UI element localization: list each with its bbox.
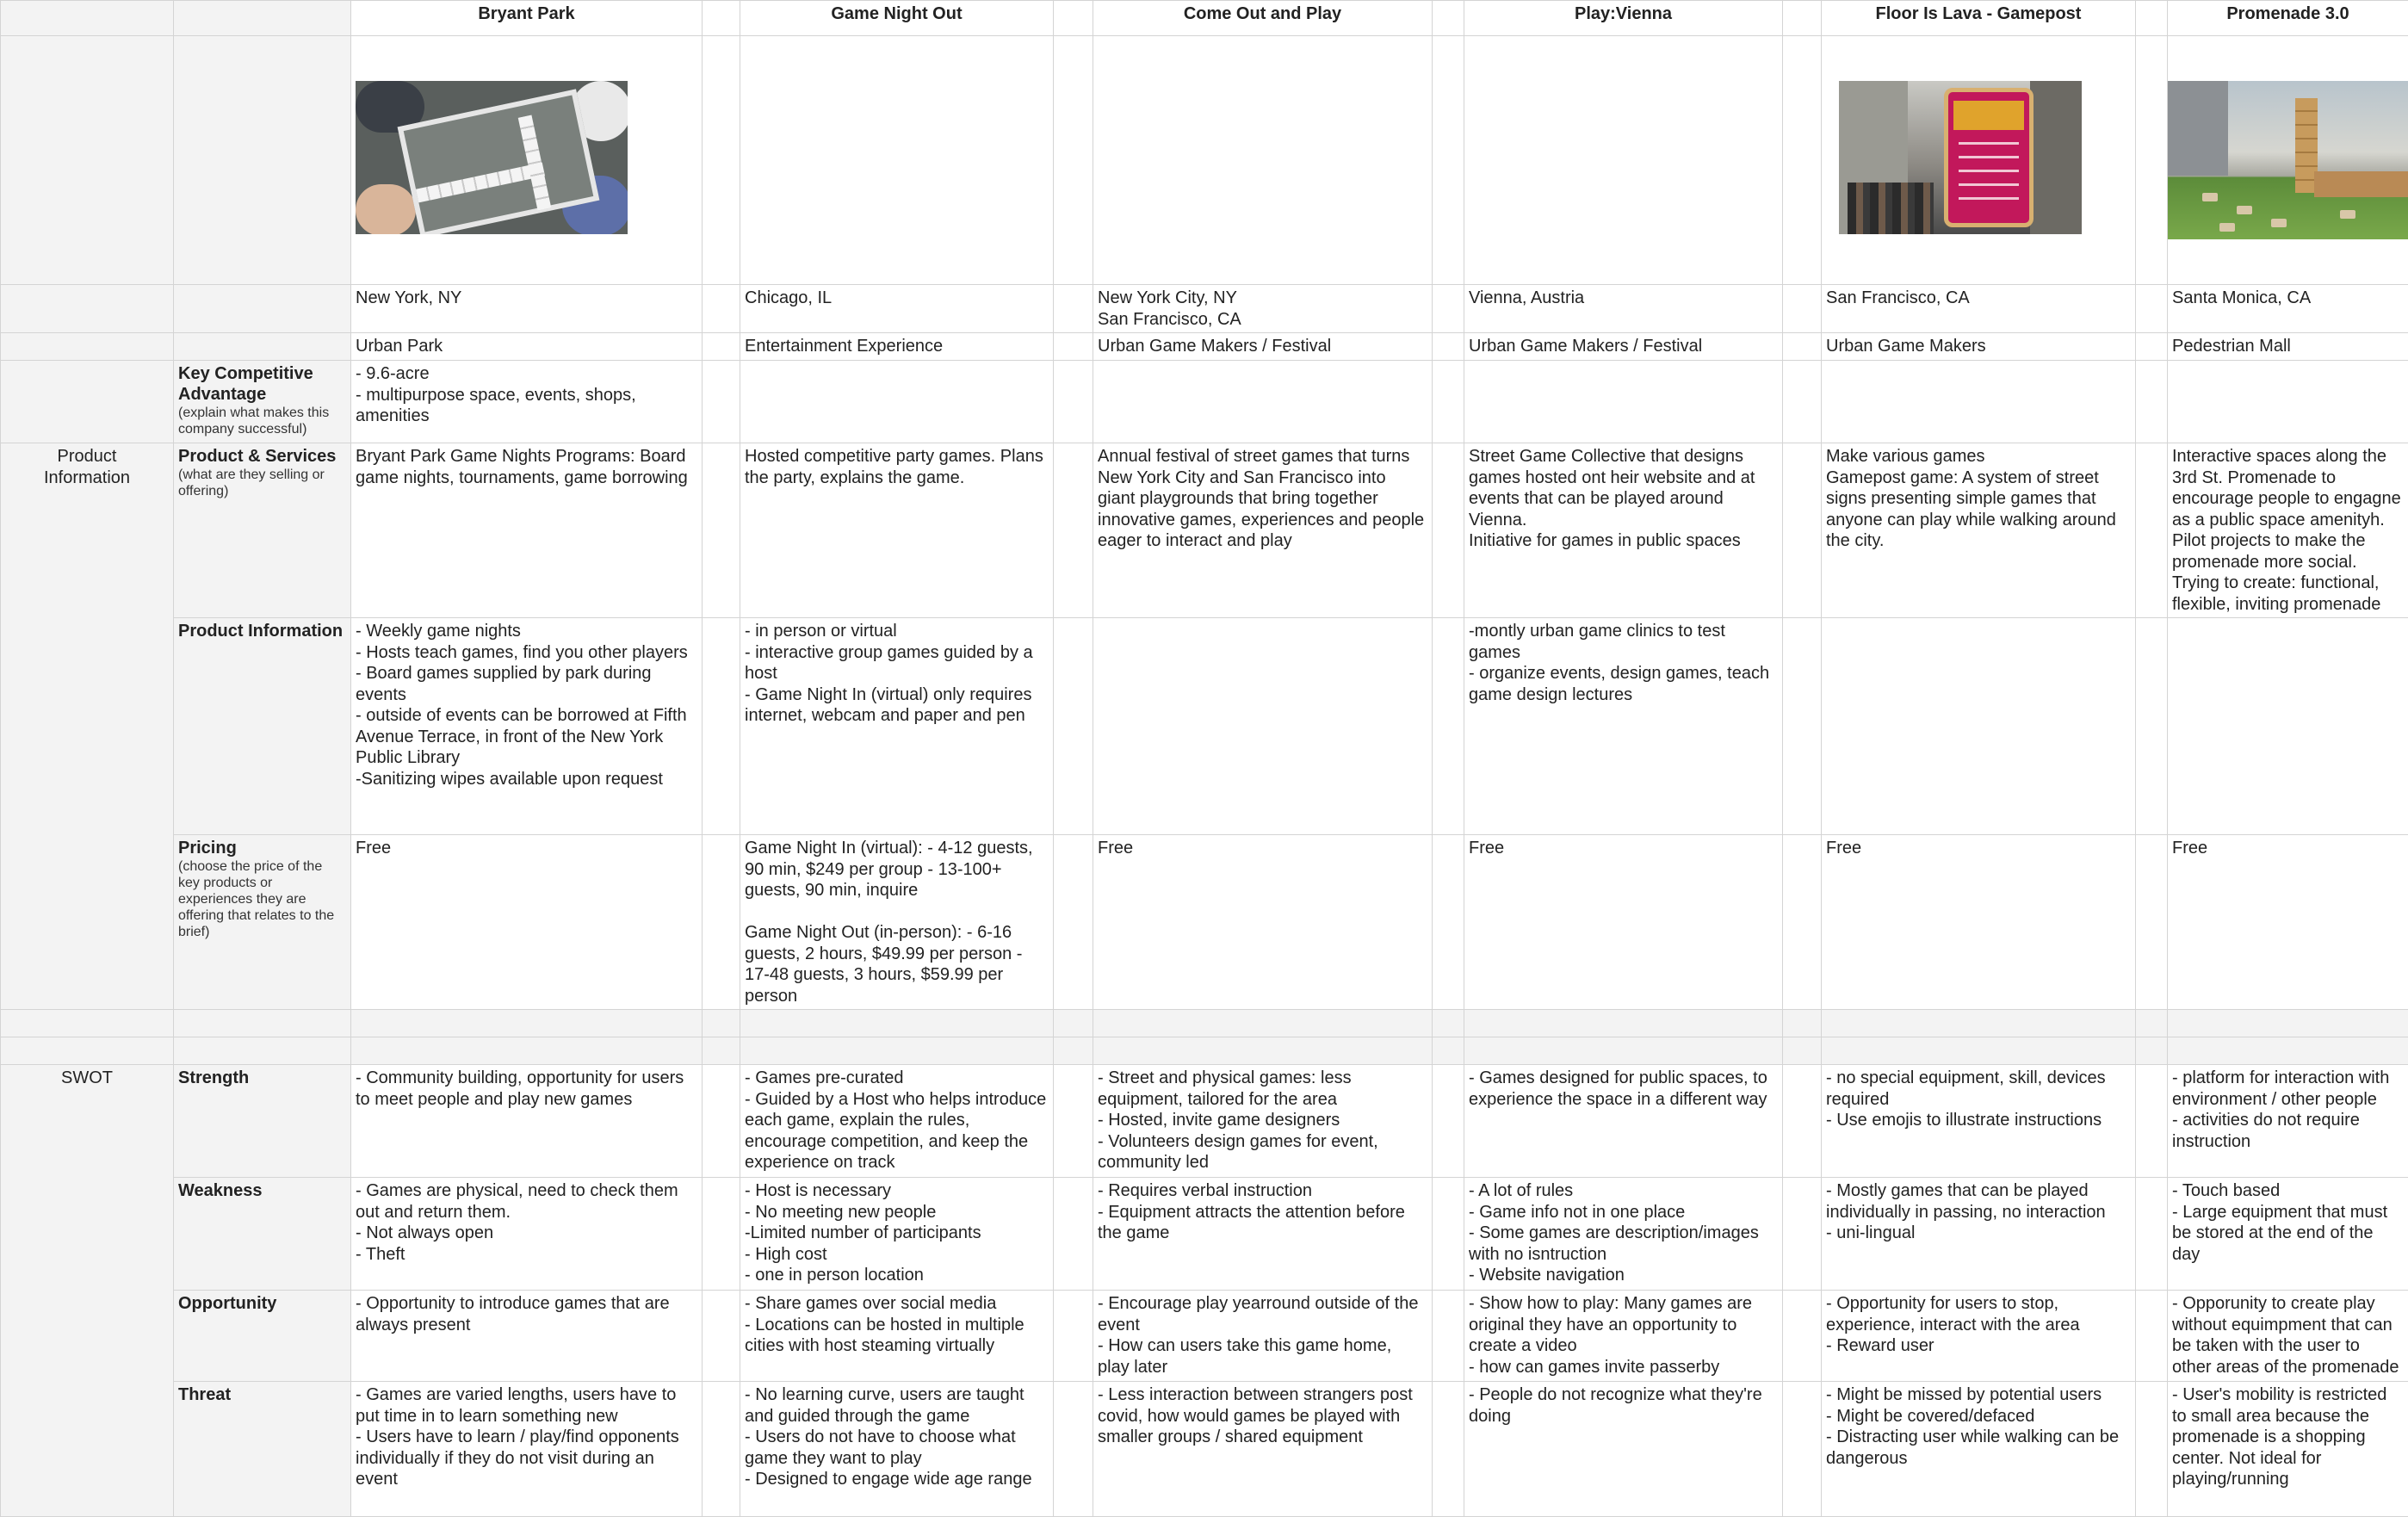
data-cell[interactable]: - Street and physical games: less equipment, tailored for the area - Hosted, invite game designers - Volunteers design games for event, community led: [1093, 1065, 1433, 1178]
column-header[interactable]: Play:Vienna: [1464, 1, 1783, 36]
category-cell[interactable]: Urban Game Makers / Festival: [1464, 333, 1783, 361]
data-cell[interactable]: - Host is necessary - No meeting new people -Limited number of participants - High cost - one in person location: [740, 1178, 1054, 1291]
location-cell[interactable]: New York, NY: [351, 285, 703, 333]
category-cell[interactable]: Urban Game Makers: [1822, 333, 2136, 361]
data-cell[interactable]: - Less interaction between strangers post covid, how would games be played with smaller groups / shared equipment: [1093, 1382, 1433, 1517]
spacer-cell[interactable]: [2136, 443, 2168, 618]
data-cell[interactable]: - Opportunity to introduce games that are always present: [351, 1291, 703, 1382]
spacer-cell[interactable]: [1054, 1, 1093, 36]
data-cell[interactable]: - 9.6-acre - multipurpose space, events, shops, amenities: [351, 361, 703, 443]
row-label-pricing[interactable]: Pricing (choose the price of the key products or experiences they are offering that relates to the brief): [174, 835, 351, 1010]
blank-cell[interactable]: [1464, 1037, 1783, 1065]
data-cell[interactable]: - Opporunity to create play without equimpment that can be taken with the user to other areas of the promenade: [2168, 1291, 2408, 1382]
category-cell[interactable]: Pedestrian Mall: [2168, 333, 2408, 361]
blank-cell[interactable]: [1093, 1010, 1433, 1037]
data-cell[interactable]: - Opportunity for users to stop, experience, interact with the area - Reward user: [1822, 1291, 2136, 1382]
blank-cell[interactable]: [2168, 1010, 2408, 1037]
blank-cell[interactable]: [1822, 1010, 2136, 1037]
data-cell[interactable]: - Weekly game nights - Hosts teach games, find you other players - Board games supplied by park during events - outside of events can be borrowed at Fifth Avenue Terrace, in front of the New York Public Library -Sanitizing wipes available upon request: [351, 618, 703, 835]
data-cell[interactable]: [740, 361, 1054, 443]
data-cell[interactable]: - Might be missed by potential users - Might be covered/defaced - Distracting user while walking can be dangerous: [1822, 1382, 2136, 1517]
blank-cell[interactable]: [1, 1037, 174, 1065]
spacer-cell[interactable]: [1054, 443, 1093, 618]
data-cell[interactable]: [1093, 361, 1433, 443]
spacer-cell[interactable]: [703, 36, 740, 285]
spacer-cell[interactable]: [1054, 285, 1093, 333]
spacer-cell[interactable]: [1433, 1065, 1464, 1178]
spacer-cell[interactable]: [703, 285, 740, 333]
blank-cell[interactable]: [1054, 1037, 1093, 1065]
blank-cell[interactable]: [1054, 1010, 1093, 1037]
blank-cell[interactable]: [174, 1010, 351, 1037]
label-cell[interactable]: [1, 333, 174, 361]
spacer-cell[interactable]: [1783, 1065, 1822, 1178]
label-cell[interactable]: [1, 285, 174, 333]
spacer-cell[interactable]: [1783, 1382, 1822, 1517]
spacer-cell[interactable]: [2136, 618, 2168, 835]
corner-cell[interactable]: [1, 1, 174, 36]
row-label-product-services[interactable]: Product & Services (what are they selling or offering): [174, 443, 351, 618]
spacer-cell[interactable]: [1783, 443, 1822, 618]
column-header[interactable]: Floor Is Lava - Gamepost: [1822, 1, 2136, 36]
location-cell[interactable]: Chicago, IL: [740, 285, 1054, 333]
spacer-cell[interactable]: [703, 333, 740, 361]
data-cell[interactable]: - platform for interaction with environment / other people - activities do not require instruction: [2168, 1065, 2408, 1178]
blank-cell[interactable]: [351, 1037, 703, 1065]
spacer-cell[interactable]: [703, 1291, 740, 1382]
column-header[interactable]: Come Out and Play: [1093, 1, 1433, 36]
spacer-cell[interactable]: [1054, 1291, 1093, 1382]
data-cell[interactable]: [1093, 618, 1433, 835]
image-cell[interactable]: [2168, 36, 2408, 285]
spacer-cell[interactable]: [2136, 1178, 2168, 1291]
location-cell[interactable]: Vienna, Austria: [1464, 285, 1783, 333]
spacer-cell[interactable]: [1783, 1, 1822, 36]
spacer-cell[interactable]: [1783, 36, 1822, 285]
data-cell[interactable]: - Show how to play: Many games are original they have an opportunity to create a video - how can games invite passerby: [1464, 1291, 1783, 1382]
data-cell[interactable]: Bryant Park Game Nights Programs: Board game nights, tournaments, game borrowing: [351, 443, 703, 618]
label-cell[interactable]: [1, 36, 174, 285]
spacer-cell[interactable]: [1783, 1178, 1822, 1291]
data-cell[interactable]: Free: [1093, 835, 1433, 1010]
data-cell[interactable]: - Touch based - Large equipment that must be stored at the end of the day: [2168, 1178, 2408, 1291]
promenade-photo-icon: [2168, 81, 2408, 239]
spacer-cell[interactable]: [1433, 1, 1464, 36]
data-cell[interactable]: - No learning curve, users are taught and guided through the game - Users do not have to choose what game they want to play - Designed to engage wide age range: [740, 1382, 1054, 1517]
spacer-cell[interactable]: [1054, 333, 1093, 361]
image-cell[interactable]: [1464, 36, 1783, 285]
spacer-cell[interactable]: [2136, 835, 2168, 1010]
blank-cell[interactable]: [1783, 1037, 1822, 1065]
column-header[interactable]: Promenade 3.0: [2168, 1, 2408, 36]
spacer-cell[interactable]: [1054, 36, 1093, 285]
data-cell[interactable]: -montly urban game clinics to test games - organize events, design games, teach game design lectures: [1464, 618, 1783, 835]
spacer-cell[interactable]: [1433, 36, 1464, 285]
data-cell[interactable]: - People do not recognize what they're doing: [1464, 1382, 1783, 1517]
data-cell[interactable]: Hosted competitive party games. Plans the party, explains the game.: [740, 443, 1054, 618]
data-cell[interactable]: - A lot of rules - Game info not in one place - Some games are description/images with no isntruction - Website navigation: [1464, 1178, 1783, 1291]
spacer-cell[interactable]: [2136, 1382, 2168, 1517]
spacer-cell[interactable]: [1433, 285, 1464, 333]
row-label-threat[interactable]: Threat: [174, 1382, 351, 1517]
data-cell[interactable]: [1822, 618, 2136, 835]
row-label-weakness[interactable]: Weakness: [174, 1178, 351, 1291]
label-cell[interactable]: [174, 333, 351, 361]
spacer-cell[interactable]: [1783, 1291, 1822, 1382]
data-cell[interactable]: - Games designed for public spaces, to experience the space in a different way: [1464, 1065, 1783, 1178]
blank-cell[interactable]: [2136, 1010, 2168, 1037]
label-cell[interactable]: [1, 361, 174, 443]
spacer-cell[interactable]: [2136, 36, 2168, 285]
data-cell[interactable]: [2168, 618, 2408, 835]
category-cell[interactable]: Urban Game Makers / Festival: [1093, 333, 1433, 361]
image-cell[interactable]: [351, 36, 703, 285]
section-label-swot[interactable]: SWOT: [1, 1065, 174, 1517]
blank-cell[interactable]: [1433, 1037, 1464, 1065]
spacer-cell[interactable]: [1054, 361, 1093, 443]
spacer-cell[interactable]: [2136, 1065, 2168, 1178]
spacer-cell[interactable]: [2136, 1, 2168, 36]
row-label-opportunity[interactable]: Opportunity: [174, 1291, 351, 1382]
blank-cell[interactable]: [740, 1010, 1054, 1037]
image-cell[interactable]: [1093, 36, 1433, 285]
spacer-cell[interactable]: [1054, 835, 1093, 1010]
spacer-cell[interactable]: [703, 618, 740, 835]
spacer-cell[interactable]: [1054, 1178, 1093, 1291]
spacer-cell[interactable]: [1054, 1065, 1093, 1178]
street-sign-photo-icon: [1839, 81, 2082, 234]
blank-cell[interactable]: [703, 1010, 740, 1037]
spacer-cell[interactable]: [703, 361, 740, 443]
spacer-cell[interactable]: [2136, 285, 2168, 333]
blank-cell[interactable]: [174, 1037, 351, 1065]
spacer-cell[interactable]: [703, 1178, 740, 1291]
category-cell[interactable]: Entertainment Experience: [740, 333, 1054, 361]
data-cell[interactable]: Annual festival of street games that turns New York City and San Francisco into giant playgrounds that bring together innovative games, experiences and people eager to interact and play: [1093, 443, 1433, 618]
blank-cell[interactable]: [1433, 1010, 1464, 1037]
label-cell[interactable]: [174, 36, 351, 285]
column-header[interactable]: Bryant Park: [351, 1, 703, 36]
spacer-cell[interactable]: [1433, 361, 1464, 443]
spacer-cell[interactable]: [1783, 835, 1822, 1010]
data-cell[interactable]: [1464, 361, 1783, 443]
corner-cell[interactable]: [174, 1, 351, 36]
spacer-cell[interactable]: [703, 1, 740, 36]
data-cell[interactable]: Street Game Collective that designs games hosted ont heir website and at events that can be played around Vienna. Initiative for games in public spaces: [1464, 443, 1783, 618]
data-cell[interactable]: - User's mobility is restricted to small area because the promenade is a shopping center. Not ideal for playing/running: [2168, 1382, 2408, 1517]
data-cell[interactable]: Free: [1822, 835, 2136, 1010]
spacer-cell[interactable]: [1783, 333, 1822, 361]
data-cell[interactable]: - Games pre-curated - Guided by a Host who helps introduce each game, explain the rules, encourage competition, and keep the experience on track: [740, 1065, 1054, 1178]
row-label-product-information[interactable]: Product Information: [174, 618, 351, 835]
image-cell[interactable]: [740, 36, 1054, 285]
data-cell[interactable]: - no special equipment, skill, devices required - Use emojis to illustrate instructions: [1822, 1065, 2136, 1178]
section-label-product-information[interactable]: Product Information: [1, 443, 174, 1010]
spacer-cell[interactable]: [2136, 1291, 2168, 1382]
row-label-key-competitive-advantage[interactable]: Key Competitive Advantage (explain what makes this company successful): [174, 361, 351, 443]
spacer-cell[interactable]: [1433, 1291, 1464, 1382]
mahjong-table-photo-icon: [356, 81, 628, 234]
data-cell[interactable]: - Games are physical, need to check them out and return them. - Not always open - Theft: [351, 1178, 703, 1291]
spacer-cell[interactable]: [1054, 1382, 1093, 1517]
spacer-cell[interactable]: [1783, 361, 1822, 443]
blank-cell[interactable]: [1822, 1037, 2136, 1065]
spacer-cell[interactable]: [1054, 618, 1093, 835]
blank-cell[interactable]: [2136, 1037, 2168, 1065]
blank-cell[interactable]: [1093, 1037, 1433, 1065]
data-cell[interactable]: Make various games Gamepost game: A system of street signs presenting simple games that anyone can play while walking around the city.: [1822, 443, 2136, 618]
spacer-cell[interactable]: [1433, 1178, 1464, 1291]
image-cell[interactable]: [1822, 36, 2136, 285]
spacer-cell[interactable]: [1783, 285, 1822, 333]
spacer-cell[interactable]: [703, 443, 740, 618]
blank-cell[interactable]: [1783, 1010, 1822, 1037]
blank-cell[interactable]: [703, 1037, 740, 1065]
spacer-cell[interactable]: [1433, 443, 1464, 618]
row-label-strength[interactable]: Strength: [174, 1065, 351, 1178]
spacer-cell[interactable]: [703, 1382, 740, 1517]
spacer-cell[interactable]: [703, 1065, 740, 1178]
data-cell[interactable]: - in person or virtual - interactive group games guided by a host - Game Night In (virtual) only requires internet, webcam and paper and pen: [740, 618, 1054, 835]
spacer-cell[interactable]: [2136, 361, 2168, 443]
category-cell[interactable]: Urban Park: [351, 333, 703, 361]
spacer-cell[interactable]: [1433, 618, 1464, 835]
location-cell[interactable]: San Francisco, CA: [1822, 285, 2136, 333]
data-cell[interactable]: Free: [1464, 835, 1783, 1010]
column-header[interactable]: Game Night Out: [740, 1, 1054, 36]
data-cell[interactable]: Interactive spaces along the 3rd St. Promenade to encourage people to engagne as a public space amenityh. Pilot projects to make the promenade more social. Trying to create: functional, flexible, inviting promenade: [2168, 443, 2408, 618]
spacer-cell[interactable]: [1783, 618, 1822, 835]
location-cell[interactable]: New York City, NY San Francisco, CA: [1093, 285, 1433, 333]
blank-cell[interactable]: [2168, 1037, 2408, 1065]
data-cell[interactable]: [1822, 361, 2136, 443]
blank-cell[interactable]: [740, 1037, 1054, 1065]
label-cell[interactable]: [174, 285, 351, 333]
data-cell[interactable]: - Mostly games that can be played individually in passing, no interaction - uni-lingual: [1822, 1178, 2136, 1291]
blank-cell[interactable]: [1464, 1010, 1783, 1037]
location-cell[interactable]: Santa Monica, CA: [2168, 285, 2408, 333]
data-cell[interactable]: - Games are varied lengths, users have to put time in to learn something new - Users have to learn / play/find opponents individually if they do not visit during an event: [351, 1382, 703, 1517]
data-cell[interactable]: Free: [351, 835, 703, 1010]
blank-cell[interactable]: [1, 1010, 174, 1037]
data-cell[interactable]: [2168, 361, 2408, 443]
data-cell[interactable]: - Community building, opportunity for users to meet people and play new games: [351, 1065, 703, 1178]
blank-cell[interactable]: [351, 1010, 703, 1037]
data-cell[interactable]: - Requires verbal instruction - Equipment attracts the attention before the game: [1093, 1178, 1433, 1291]
spacer-cell[interactable]: [2136, 333, 2168, 361]
data-cell[interactable]: - Encourage play yearround outside of the event - How can users take this game home, play later: [1093, 1291, 1433, 1382]
spacer-cell[interactable]: [1433, 835, 1464, 1010]
data-cell[interactable]: Game Night In (virtual): - 4-12 guests, 90 min, $249 per group - 13-100+ guests, 90 min, inquire Game Night Out (in-person): - 6-16 guests, 2 hours, $49.99 per person - 17-48 guests, 3 hours, $59.99 per person: [740, 835, 1054, 1010]
spacer-cell[interactable]: [1433, 1382, 1464, 1517]
spacer-cell[interactable]: [703, 835, 740, 1010]
data-cell[interactable]: - Share games over social media - Locations can be hosted in multiple cities with host steaming virtually: [740, 1291, 1054, 1382]
data-cell[interactable]: Free: [2168, 835, 2408, 1010]
spacer-cell[interactable]: [1433, 333, 1464, 361]
